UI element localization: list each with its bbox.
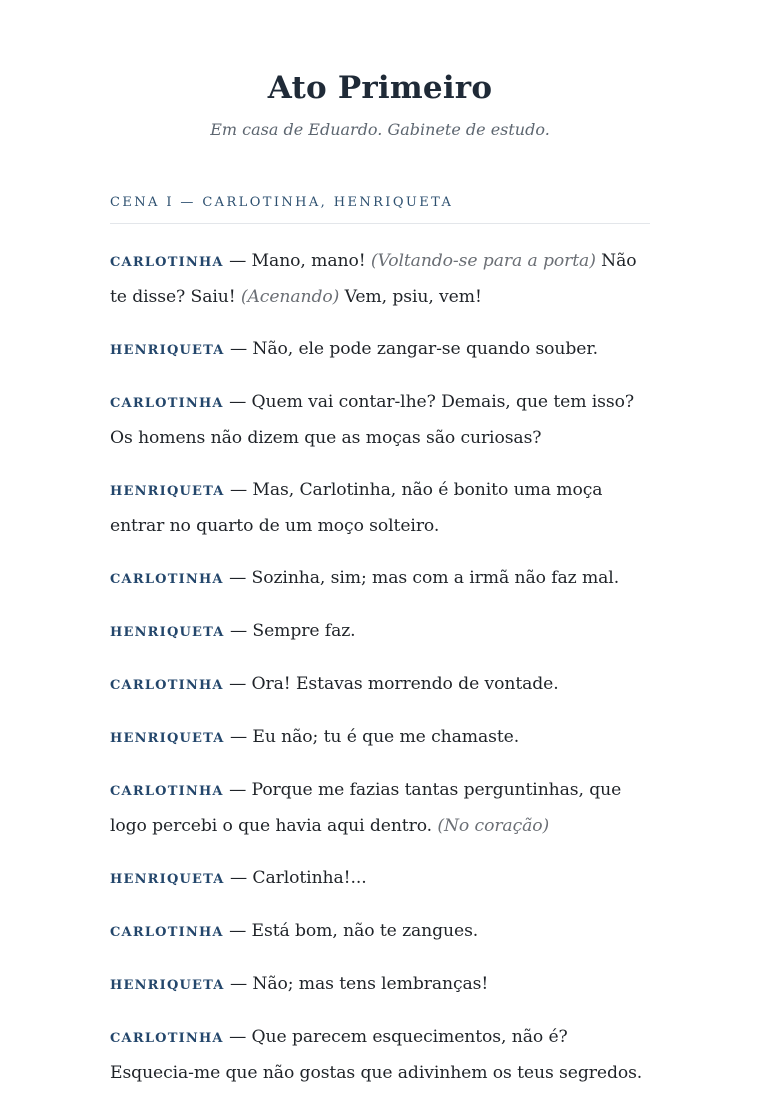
speaker-dash: — [224, 974, 253, 994]
scene-heading: CENA I — CARLOTINHA, HENRIQUETA [110, 194, 650, 224]
dialogue-text: Vem, psiu, vem! [339, 287, 482, 307]
dialogue-line [110, 244, 650, 315]
speaker-name: HENRIQUETA [110, 484, 225, 499]
speaker-name: CARLOTINHA [110, 925, 224, 940]
dialogue-line [110, 561, 650, 597]
speaker-name: HENRIQUETA [110, 731, 225, 746]
speaker-dash: — [223, 780, 252, 800]
dialogue-text: Eu não; tu é que me chamaste. [252, 727, 520, 747]
speaker-dash: — [224, 339, 253, 359]
speaker-dash: — [223, 392, 252, 412]
speaker-name: CARLOTINHA [110, 255, 224, 270]
dialogue-text: Não; mas tens lembranças! [252, 974, 489, 994]
dialogue-text: Mas, Carlotinha, não é bonito uma moça entrar no quarto de um moço solteiro. [110, 480, 603, 536]
stage-direction: (Voltando-se para a porta) [370, 251, 596, 271]
speaker-dash: — [223, 921, 252, 941]
dialogue-line [110, 861, 650, 897]
speaker-dash: — [224, 868, 253, 888]
speaker-dash: — [223, 1027, 252, 1047]
stage-direction: (Acenando) [240, 287, 340, 307]
dialogue-text: Quem vai contar-lhe? Demais, que tem isso? Os homens não dizem que as moças são curiosas? [110, 392, 634, 448]
dialogue-line [110, 1020, 650, 1091]
setting-subtitle: Em casa de Eduardo. Gabinete de estudo. [210, 120, 550, 139]
speaker-name: CARLOTINHA [110, 784, 224, 799]
speaker-name: CARLOTINHA [110, 572, 224, 587]
speaker-dash: — [224, 621, 253, 641]
dialogue-line [110, 914, 650, 950]
dialogue-text: Sempre faz. [252, 621, 356, 641]
speaker-dash: — [224, 480, 253, 500]
dialogue-text: Que parecem esquecimentos, não é? Esquecia-me que não gostas que adivinhem os teus segredos. [110, 1027, 643, 1083]
speaker-dash: — [223, 674, 252, 694]
dialogue-text: Sozinha, sim; mas com a irmã não faz mal. [251, 568, 620, 588]
act-title: Ato Primeiro [267, 70, 493, 106]
dialogue-text: Não te disse? Saiu! [110, 251, 637, 307]
speaker-name: HENRIQUETA [110, 872, 225, 887]
dialogue-line [110, 667, 650, 703]
speaker-dash: — [223, 568, 252, 588]
speaker-name: CARLOTINHA [110, 396, 224, 411]
dialogue-line [110, 773, 650, 844]
dialogue-text: Porque me fazias tantas perguntinhas, que logo percebi o que havia aqui dentro. [110, 780, 622, 836]
dialogue-line [110, 332, 650, 368]
dialogue-text: Ora! Estavas morrendo de vontade. [251, 674, 559, 694]
dialogue-text: Não, ele pode zangar-se quando souber. [252, 339, 598, 359]
speaker-name: CARLOTINHA [110, 1031, 224, 1046]
dialogue-text: Mano, mano! [251, 251, 371, 271]
stage-direction: (No coração) [437, 816, 550, 836]
play-page [110, 0, 650, 1091]
speaker-name: HENRIQUETA [110, 625, 225, 640]
dialogue-line [110, 614, 650, 650]
dialogue-line [110, 473, 650, 544]
dialogue-line [110, 720, 650, 756]
speaker-dash: — [223, 251, 252, 271]
dialogue-text: Carlotinha!... [252, 868, 367, 888]
dialogue-text: Está bom, não te zangues. [251, 921, 479, 941]
speaker-name: HENRIQUETA [110, 978, 225, 993]
speaker-name: CARLOTINHA [110, 678, 224, 693]
speaker-name: HENRIQUETA [110, 343, 225, 358]
dialogue-line [110, 967, 650, 1003]
speaker-dash: — [224, 727, 253, 747]
dialogue-line [110, 385, 650, 456]
dialogue-list [110, 244, 650, 1091]
